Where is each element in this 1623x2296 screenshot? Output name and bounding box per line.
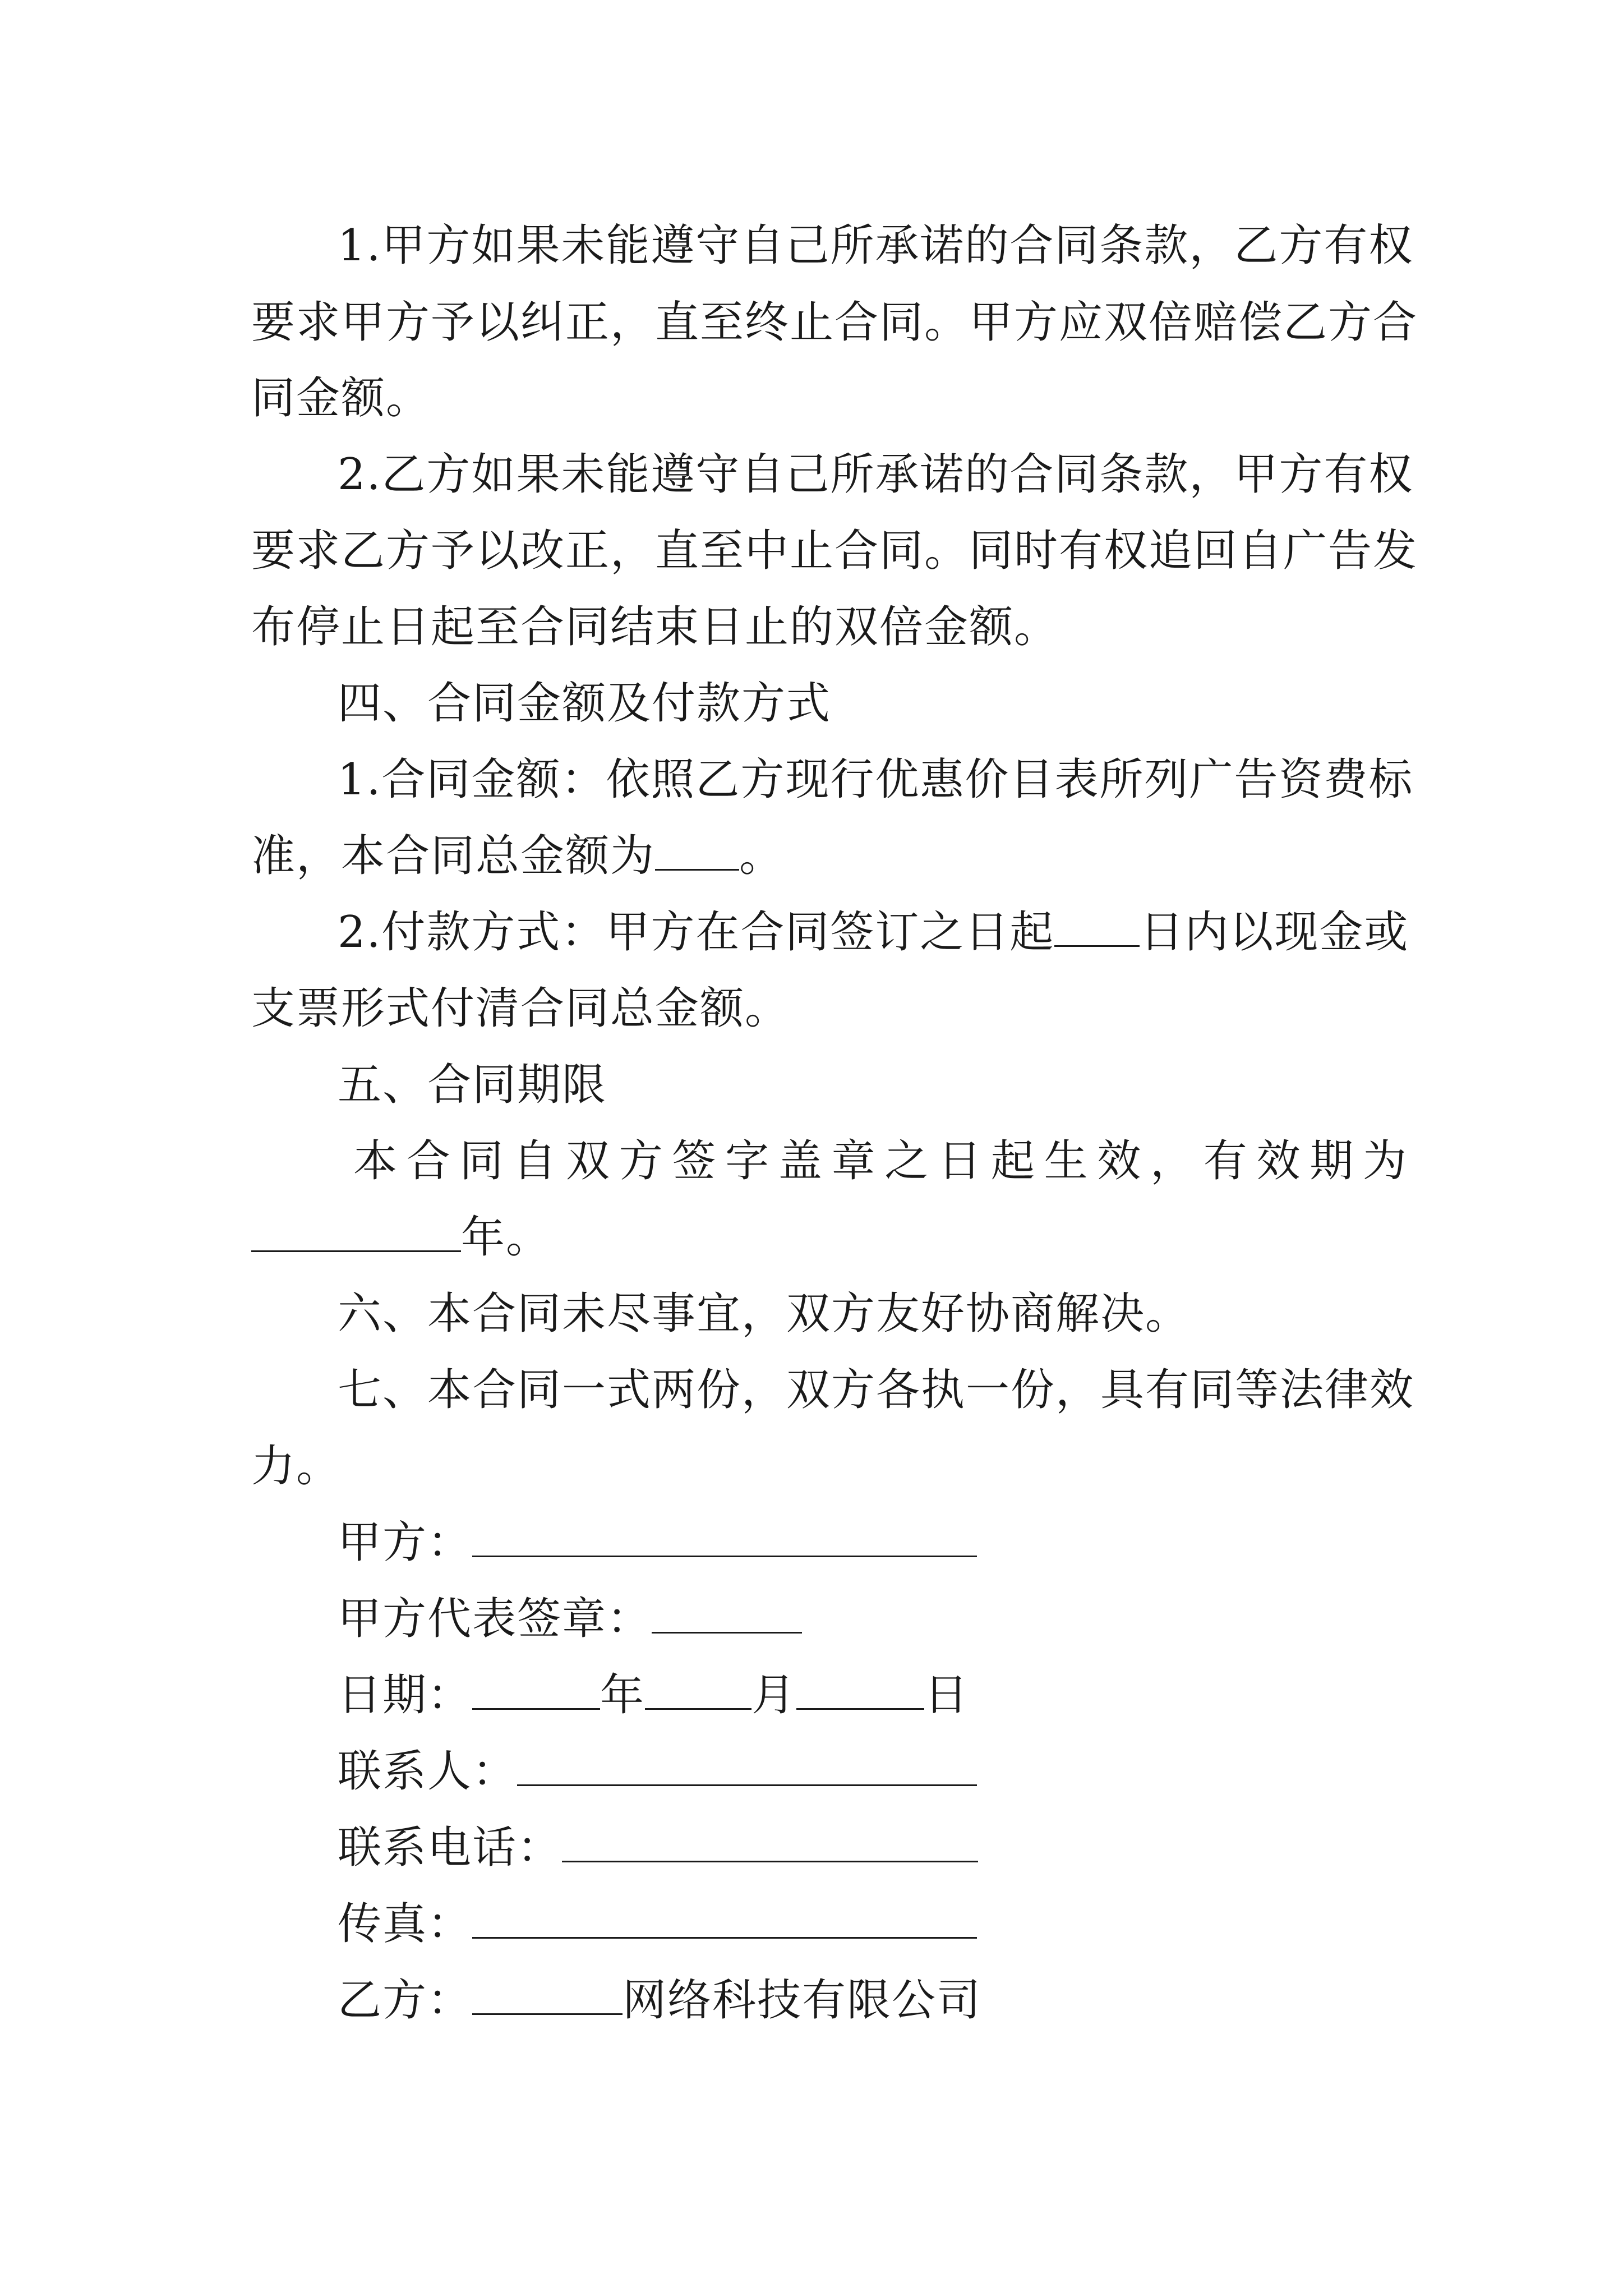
clause-2-line-1: 2.乙方如果未能遵守自己所承诺的合同条款，甲方有权 (338, 449, 1414, 500)
year-blank (472, 1668, 600, 1710)
party-a-rep-blank (652, 1591, 802, 1634)
fax-label: 传真： (338, 1899, 473, 1949)
party-a-rep-label: 甲方代表签章： (338, 1594, 652, 1644)
contract-amount-end: 。 (739, 831, 785, 881)
payment-label: 2.付款方式：甲方在合同签订之日起 (338, 907, 1055, 958)
party-b-line (338, 1972, 1482, 2028)
contract-amount-label: 准，本合同总金额为 (251, 831, 656, 881)
term-text: 本 合 同 自 双 方 签 字 盖 章 之 日 起 生 效 ， 有 效 期 为 (353, 1136, 1408, 1186)
party-b-label: 乙方： (338, 1975, 473, 2026)
phone-blank (562, 1820, 978, 1862)
section-6: 六、本合同未尽事宜，双方友好协商解决。 (338, 1289, 1191, 1339)
date-line (338, 1667, 1482, 1723)
year-label: 年 (600, 1670, 645, 1720)
payment-method: 日内以现金或 (1140, 907, 1409, 958)
contract-amount-line-2 (251, 828, 1395, 884)
payment-line-2: 支票形式付清合同总金额。 (251, 983, 790, 1034)
party-b-company: 网络科技有限公司 (623, 1975, 982, 2026)
term-years-blank (251, 1210, 461, 1252)
day-blank (796, 1668, 924, 1710)
phone-line (338, 1820, 1482, 1876)
clause-1-line-1: 1.甲方如果未能遵守自己所承诺的合同条款，乙方有权 (338, 220, 1414, 271)
term-years-label: 年。 (461, 1212, 551, 1263)
section-4-heading: 四、合同金额及付款方式 (338, 678, 832, 729)
party-b-blank (472, 1973, 623, 2015)
clause-1-line-3: 同金额。 (251, 373, 431, 424)
phone-label: 联系电话： (338, 1823, 562, 1873)
date-label: 日期： (338, 1670, 473, 1720)
party-a-blank (472, 1515, 977, 1557)
contact-blank (517, 1744, 977, 1786)
section-7-line-1: 七、本合同一式两份，双方各执一份，具有同等法律效 (338, 1365, 1415, 1415)
contract-amount-line-1: 1.合同金额：依照乙方现行优惠价目表所列广告资费标 (338, 754, 1414, 805)
day-label: 日 (924, 1670, 970, 1720)
party-a-label: 甲方： (338, 1517, 473, 1568)
month-label: 月 (751, 1670, 797, 1720)
clause-1-line-2: 要求甲方予以纠正，直至终止合同。甲方应双倍赔偿乙方合 (251, 297, 1418, 348)
month-blank (645, 1668, 751, 1710)
payment-days-blank (1054, 905, 1140, 947)
total-amount-blank (655, 829, 739, 871)
term-line-2 (251, 1209, 1395, 1266)
contact-line (338, 1743, 1482, 1800)
fax-blank (472, 1897, 977, 1939)
clause-2-line-3: 布停止日起至合同结束日止的双倍金额。 (251, 602, 1059, 652)
section-7-line-2: 力。 (251, 1441, 342, 1492)
clause-2-line-2: 要求乙方予以改正，直至中止合同。同时有权追回自广告发 (251, 526, 1418, 576)
section-5-heading: 五、合同期限 (338, 1060, 607, 1110)
contact-label: 联系人： (338, 1746, 518, 1797)
fax-line (338, 1896, 1482, 1952)
payment-line-1 (338, 904, 1482, 960)
term-line-1 (353, 1133, 1497, 1189)
party-a-rep-line (338, 1591, 1482, 1647)
party-a-line (338, 1515, 1482, 1571)
